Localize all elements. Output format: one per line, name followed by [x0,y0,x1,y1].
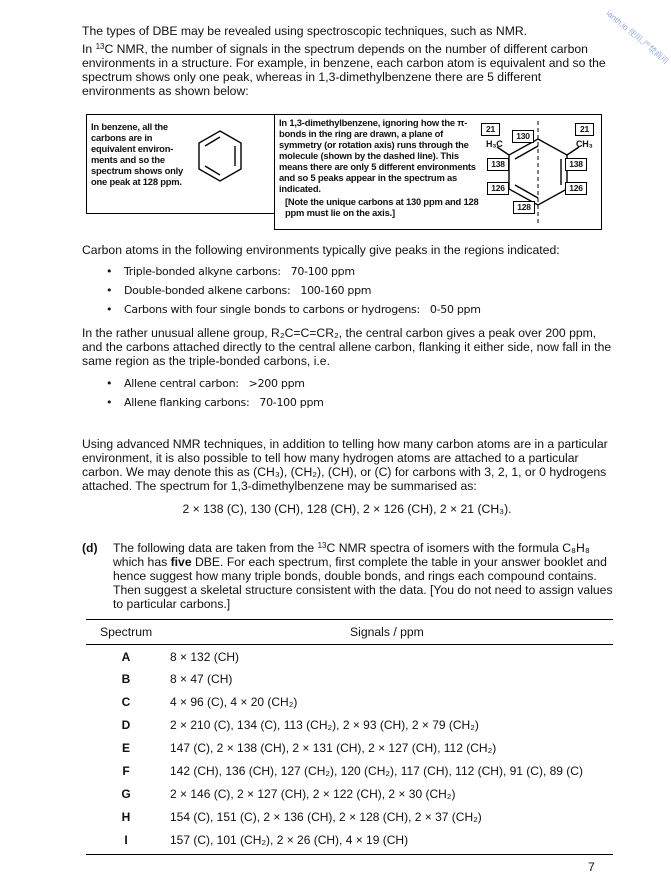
nmr-paragraph [82,42,612,98]
summary-line: 2 × 138 (C), 130 (CH), 128 (CH), 2 × 126 (CH), 2 × 21 (CH₃). [182,502,512,516]
question-label: (d) [82,541,98,555]
shift-left-methyl: 21 [481,123,500,136]
allene-paragraph: In the rather unusual allene group, R₂C=C=CR₂, the central carbon gives a peak over 200 ppm, and the carbons attached directly to the central allene carbon, flanking it either side, now fall in the same region as the triple-bonded carbons, i.e. [82,326,612,368]
shift-right-methyl: 21 [575,123,594,136]
nmr-text-rest: C NMR, the number of signals in the spectrum depends on the number of different carbon environments in a structure. For example, in benzene, each carbon atom is equivalent and so the spectrum shows only one peak, whereas in 1,3-dimethylbenzene there are 5 different environments as shown below: [82,42,606,98]
dimethylbenzene-box [274,114,602,230]
shift-left-lower: 126 [487,182,509,195]
shift-left-upper: 138 [487,158,509,171]
regions-list [82,262,612,319]
region-item: • Triple-bonded alkyne carbons: 70-100 ppm [106,265,355,278]
col-spectrum-header: Spectrum [100,625,153,639]
dimethylbenzene-box-text [279,117,479,218]
page-number: 7 [588,860,595,874]
shift-top: 130 [512,130,534,143]
benzene-box-text: In benzene, all the carbons are in equivalent environ-ments and so the spectrum shows only one peak at 128 ppm. [91,121,184,187]
shift-right-lower: 126 [565,182,587,195]
region-item: • Double-bonded alkene carbons: 100-160 ppm [106,284,372,297]
nmr-text-start: In [82,42,96,56]
question-text: The following data are taken from the $^{13}$C NMR spectra of isomers with the formula C₈H₈ which has five DBE. For each spectrum, first complete the table in your answer booklet and hence suggest how many triple bonds, double bonds, and rings each compound contains. Then suggest a skeletal structure consistent with the data. [You do not need to assign values to particular carbons.] [113,541,613,611]
shift-right-upper: 138 [565,158,587,171]
advanced-nmr-paragraph: Using advanced NMR techniques, in addition to telling how many carbon atoms are in a particular environment, it is also possible to tell how many hydrogen atoms are attached to a particular carbon. We may denote this as (CH₃), (CH₂), (CH), or (C) for carbons with 3, 2, 1, or 0 hydrogens attached. The spectrum for 1,3-dimethylbenzene may be summarised as: [82,437,608,493]
shift-bottom: 128 [513,201,535,214]
allene-list [82,374,612,412]
dimethylbenzene-note: [Note the unique carbons at 130 ppm and 128 ppm must lie on the axis.] [285,196,479,218]
spectra-table: Spectrum Signals / ppm A 8 × 132 (CH) B 8 × 47 (CH) C 4 × 96 (C), 4 × 20 (CH₂) D 2 × 210 (C), 134 (C), 113 (CH₂), 2 × 93 (CH), 2 × 79 (CH₂) E 147 (C), 2 × 138 (CH), 2 × 131 (CH), 2 × 127 (CH), 112 (CH₂) F 142 (CH), 136 (CH), 127 (CH₂), 120 (CH₂), 117 (CH), 112 (CH), 91 (C), 89 (C) G 2 × 146 (C), 2 × 127 (CH), 2 × 122 (CH), 2 × 30 (CH₂) H 154 (C), 151 (C), 2 × 136 (CH), 2 × 128 (CH), 2 × 37 (CH₂) I 157 (C), 101 (CH₂), 2 × 26 (CH), 4 × 19 (CH) [86,619,613,859]
allene-item: • Allene flanking carbons: 70-100 ppm [106,396,324,409]
benzene-box [86,114,276,214]
region-item: • Carbons with four single bonds to carbons or hydrogens: 0-50 ppm [106,303,481,316]
regions-intro: Carbon atoms in the following environments typically give peaks in the regions indicated: [82,243,560,257]
allene-item: • Allene central carbon: >200 ppm [106,377,305,390]
ch3-label: CH₃ [576,139,593,149]
watermark: ianth.io 使用,严禁商用 [604,8,671,66]
benzene-structure [195,127,245,187]
isotope-superscript: 13 [95,42,105,51]
intro-line: The types of DBE may be revealed using spectroscopic techniques, such as NMR. [82,24,528,38]
h3c-label: H₃C [486,139,503,149]
col-signals-header: Signals / ppm [350,625,424,639]
dimethylbenzene-explanation: In 1,3-dimethylbenzene, ignoring how the π-bonds in the ring are drawn, a plane of symmetry (or rotation axis) runs through the molecule (shown by the dashed line). This means there are only 5 different environments and so 5 peaks appear in the spectrum as indicated. [279,117,476,194]
